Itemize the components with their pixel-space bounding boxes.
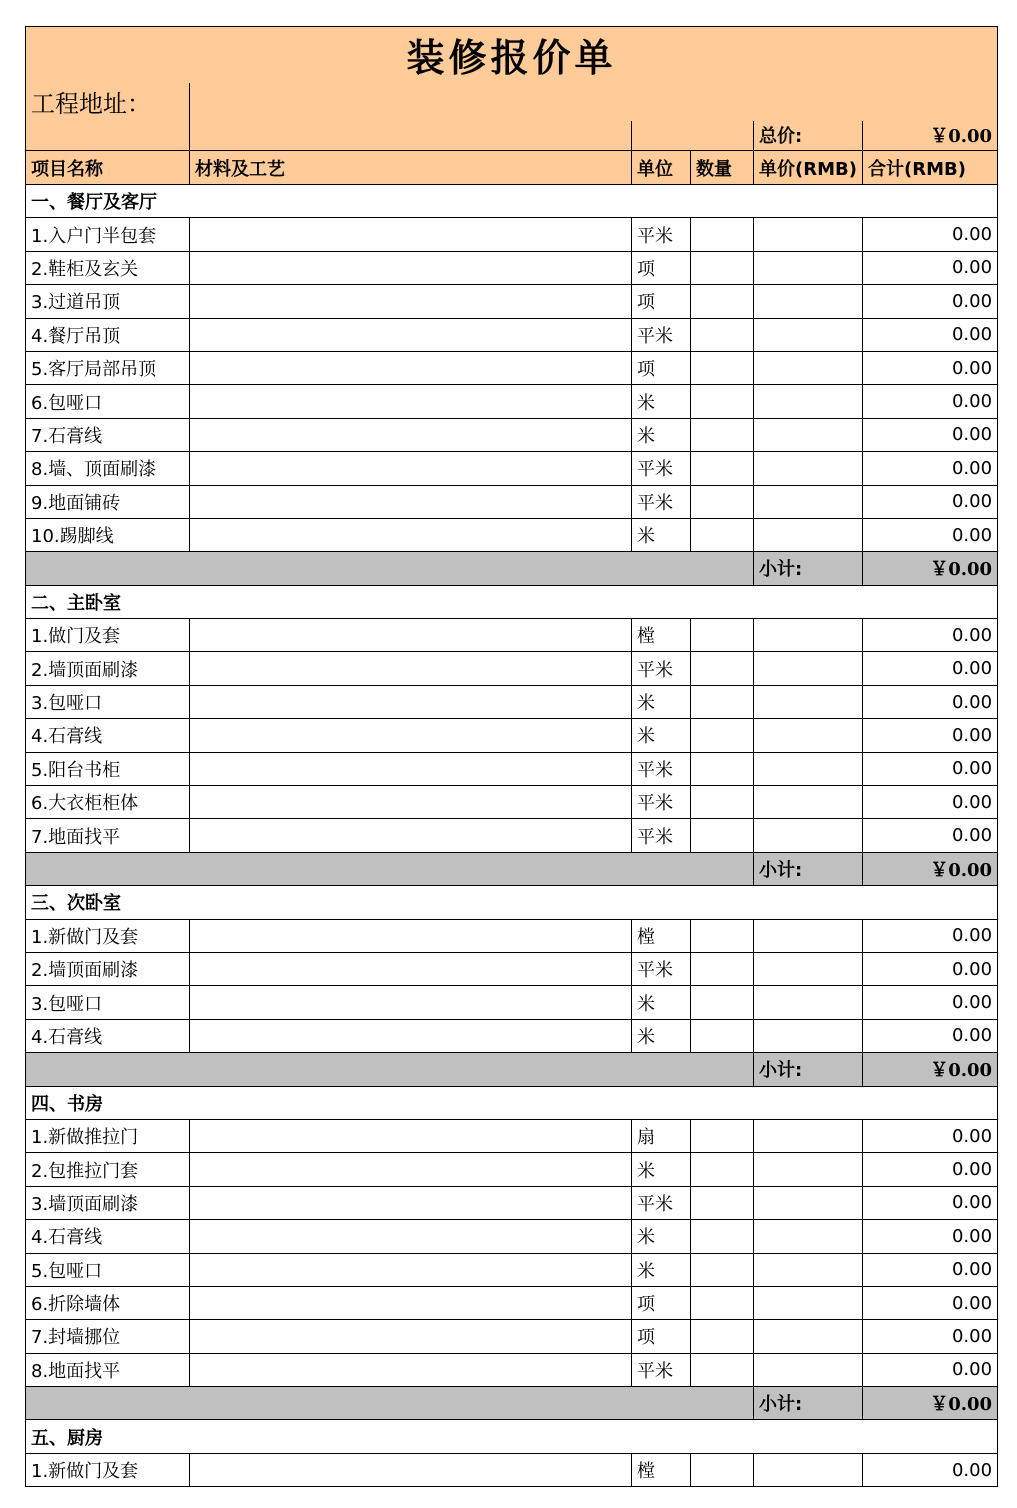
item-name-cell[interactable]: 3.过道吊顶 [26, 285, 190, 318]
quantity-cell[interactable] [691, 485, 754, 518]
item-row [26, 251, 998, 284]
quote-sheet [25, 26, 998, 1487]
unit-price-cell[interactable] [754, 1019, 863, 1052]
unit-cell[interactable]: 平米 [632, 786, 691, 819]
quantity-cell[interactable] [691, 1019, 754, 1052]
unit-price-cell[interactable] [754, 685, 863, 718]
section-row [26, 185, 998, 218]
unit-cell[interactable]: 平米 [632, 1186, 691, 1219]
item-name-cell[interactable]: 7.封墙挪位 [26, 1320, 190, 1353]
header-quantity[interactable]: 数量 [691, 151, 754, 185]
quantity-cell[interactable] [691, 518, 754, 551]
line-total-cell[interactable]: 0.00 [863, 285, 998, 318]
unit-price-cell[interactable] [754, 1320, 863, 1353]
line-total-cell[interactable]: 0.00 [863, 986, 998, 1019]
item-row [26, 1119, 998, 1152]
unit-cell[interactable]: 项 [632, 285, 691, 318]
unit-price-cell[interactable] [754, 1453, 863, 1486]
unit-price-cell[interactable] [754, 652, 863, 685]
quantity-cell[interactable] [691, 719, 754, 752]
subtotal-row [26, 852, 998, 885]
unit-cell[interactable]: 平米 [632, 1353, 691, 1386]
unit-price-cell[interactable] [754, 919, 863, 952]
unit-price-cell[interactable] [754, 285, 863, 318]
item-name-cell[interactable]: 8.地面找平 [26, 1353, 190, 1386]
line-total-cell[interactable]: 0.00 [863, 218, 998, 251]
material-cell[interactable] [190, 919, 632, 952]
section-title[interactable]: 四、书房 [26, 1086, 998, 1119]
item-name-cell[interactable]: 10.踢脚线 [26, 518, 190, 551]
unit-price-cell[interactable] [754, 1253, 863, 1286]
unit-cell[interactable]: 项 [632, 351, 691, 384]
item-name-cell[interactable]: 5.客厅局部吊顶 [26, 351, 190, 384]
material-cell[interactable] [190, 619, 632, 652]
quantity-cell[interactable] [691, 1186, 754, 1219]
quantity-cell[interactable] [691, 1286, 754, 1319]
material-cell[interactable] [190, 351, 632, 384]
item-name-cell[interactable]: 3.墙顶面刷漆 [26, 1186, 190, 1219]
line-total-cell[interactable]: 0.00 [863, 1186, 998, 1219]
quantity-cell[interactable] [691, 786, 754, 819]
line-total-cell[interactable]: 0.00 [863, 752, 998, 785]
material-cell[interactable] [190, 1453, 632, 1486]
line-total-cell[interactable]: 0.00 [863, 1153, 998, 1186]
item-row [26, 652, 998, 685]
line-total-cell[interactable]: 0.00 [863, 1119, 998, 1152]
material-cell[interactable] [190, 1320, 632, 1353]
unit-price-cell[interactable] [754, 318, 863, 351]
material-cell[interactable] [190, 685, 632, 718]
line-total-cell[interactable]: 0.00 [863, 786, 998, 819]
subtotal-blank-cell[interactable] [26, 852, 754, 885]
item-name-cell[interactable]: 7.石膏线 [26, 418, 190, 451]
material-cell[interactable] [190, 1119, 632, 1152]
item-row [26, 919, 998, 952]
item-row [26, 218, 998, 251]
quantity-cell[interactable] [691, 819, 754, 852]
line-total-cell[interactable]: 0.00 [863, 1286, 998, 1319]
material-cell[interactable] [190, 652, 632, 685]
item-name-cell[interactable]: 6.包哑口 [26, 385, 190, 418]
unit-price-cell[interactable] [754, 786, 863, 819]
unit-price-cell[interactable] [754, 819, 863, 852]
unit-price-cell[interactable] [754, 518, 863, 551]
item-row [26, 752, 998, 785]
subtotal-row [26, 1053, 998, 1086]
quantity-cell[interactable] [691, 351, 754, 384]
item-name-cell[interactable]: 2.包推拉门套 [26, 1153, 190, 1186]
unit-price-cell[interactable] [754, 1220, 863, 1253]
quantity-cell[interactable] [691, 1119, 754, 1152]
line-total-cell[interactable]: 0.00 [863, 719, 998, 752]
unit-price-cell[interactable] [754, 952, 863, 985]
item-row [26, 518, 998, 551]
unit-cell[interactable]: 平米 [632, 819, 691, 852]
line-total-cell[interactable]: 0.00 [863, 351, 998, 384]
material-cell[interactable] [190, 986, 632, 1019]
item-name-cell[interactable]: 8.墙、顶面刷漆 [26, 452, 190, 485]
item-row [26, 619, 998, 652]
item-name-cell[interactable]: 1.入户门半包套 [26, 218, 190, 251]
subtotal-value[interactable]: ￥0.00 [863, 1053, 998, 1086]
line-total-cell[interactable]: 0.00 [863, 1453, 998, 1486]
unit-price-cell[interactable] [754, 719, 863, 752]
total-value-cell[interactable] [863, 121, 998, 151]
section-row [26, 585, 998, 618]
unit-cell[interactable]: 平米 [632, 218, 691, 251]
quantity-cell[interactable] [691, 1153, 754, 1186]
quantity-cell[interactable] [691, 1353, 754, 1386]
quantity-cell[interactable] [691, 1253, 754, 1286]
unit-price-cell[interactable] [754, 452, 863, 485]
item-row [26, 1220, 998, 1253]
item-row [26, 786, 998, 819]
item-row [26, 719, 998, 752]
unit-cell[interactable]: 扇 [632, 1119, 691, 1152]
total-value: ￥0.00 [930, 126, 993, 148]
material-cell[interactable] [190, 218, 632, 251]
line-total-cell[interactable]: 0.00 [863, 452, 998, 485]
unit-cell[interactable]: 平米 [632, 318, 691, 351]
line-total-cell[interactable]: 0.00 [863, 952, 998, 985]
item-row [26, 385, 998, 418]
material-cell[interactable] [190, 752, 632, 785]
material-cell[interactable] [190, 251, 632, 284]
unit-cell[interactable]: 项 [632, 251, 691, 284]
item-name-cell[interactable]: 5.阳台书柜 [26, 752, 190, 785]
quantity-cell[interactable] [691, 251, 754, 284]
item-row [26, 1286, 998, 1319]
quantity-cell[interactable] [691, 385, 754, 418]
material-cell[interactable] [190, 819, 632, 852]
subtotal-label[interactable]: 小计: [754, 852, 863, 885]
address-label-cell[interactable] [26, 83, 190, 121]
quantity-cell[interactable] [691, 1220, 754, 1253]
material-cell[interactable] [190, 1153, 632, 1186]
quantity-cell[interactable] [691, 752, 754, 785]
line-total-cell[interactable]: 0.00 [863, 685, 998, 718]
line-total-cell[interactable]: 0.00 [863, 1220, 998, 1253]
title-cell[interactable] [26, 27, 998, 83]
material-cell[interactable] [190, 285, 632, 318]
unit-cell[interactable]: 樘 [632, 1453, 691, 1486]
unit-price-cell[interactable] [754, 986, 863, 1019]
line-total-cell[interactable]: 0.00 [863, 518, 998, 551]
line-total-cell[interactable]: 0.00 [863, 251, 998, 284]
item-row [26, 418, 998, 451]
unit-price-cell[interactable] [754, 218, 863, 251]
item-name-cell[interactable]: 2.墙顶面刷漆 [26, 652, 190, 685]
subtotal-row [26, 1387, 998, 1420]
item-name-cell[interactable]: 2.鞋柜及玄关 [26, 251, 190, 284]
material-cell[interactable] [190, 952, 632, 985]
line-total-cell[interactable]: 0.00 [863, 1019, 998, 1052]
section-row [26, 1420, 998, 1453]
unit-cell[interactable]: 米 [632, 719, 691, 752]
material-cell[interactable] [190, 1286, 632, 1319]
quantity-cell[interactable] [691, 652, 754, 685]
quantity-cell[interactable] [691, 452, 754, 485]
unit-cell[interactable]: 米 [632, 1220, 691, 1253]
item-name-cell[interactable]: 6.折除墙体 [26, 1286, 190, 1319]
line-total-cell[interactable]: 0.00 [863, 652, 998, 685]
item-name-cell[interactable]: 3.包哑口 [26, 986, 190, 1019]
item-row [26, 485, 998, 518]
material-cell[interactable] [190, 385, 632, 418]
item-row [26, 1019, 998, 1052]
line-total-cell[interactable]: 0.00 [863, 619, 998, 652]
unit-cell[interactable]: 米 [632, 385, 691, 418]
item-name-cell[interactable]: 4.餐厅吊顶 [26, 318, 190, 351]
unit-cell[interactable]: 米 [632, 1153, 691, 1186]
unit-price-cell[interactable] [754, 1353, 863, 1386]
header-material[interactable]: 材料及工艺 [190, 151, 632, 185]
unit-price-cell[interactable] [754, 1119, 863, 1152]
unit-cell[interactable]: 项 [632, 1286, 691, 1319]
unit-cell[interactable]: 米 [632, 685, 691, 718]
line-total-cell[interactable]: 0.00 [863, 1320, 998, 1353]
unit-cell[interactable]: 樘 [632, 919, 691, 952]
material-cell[interactable] [190, 418, 632, 451]
item-name-cell[interactable]: 3.包哑口 [26, 685, 190, 718]
quantity-cell[interactable] [691, 318, 754, 351]
unit-price-cell[interactable] [754, 619, 863, 652]
line-total-cell[interactable]: 0.00 [863, 1253, 998, 1286]
header-unit-price[interactable]: 单价(RMB) [754, 151, 863, 185]
header-unit[interactable]: 单位 [632, 151, 691, 185]
material-cell[interactable] [190, 1019, 632, 1052]
unit-price-cell[interactable] [754, 1186, 863, 1219]
item-name-cell[interactable]: 1.新做门及套 [26, 1453, 190, 1486]
item-row [26, 1186, 998, 1219]
unit-price-cell[interactable] [754, 251, 863, 284]
unit-cell[interactable]: 米 [632, 1019, 691, 1052]
unit-cell[interactable]: 平米 [632, 752, 691, 785]
item-row [26, 285, 998, 318]
unit-cell[interactable]: 米 [632, 418, 691, 451]
quantity-cell[interactable] [691, 919, 754, 952]
unit-price-cell[interactable] [754, 385, 863, 418]
subtotal-value[interactable]: ￥0.00 [863, 1387, 998, 1420]
material-cell[interactable] [190, 452, 632, 485]
quantity-cell[interactable] [691, 218, 754, 251]
material-cell[interactable] [190, 1220, 632, 1253]
quantity-cell[interactable] [691, 1320, 754, 1353]
item-name-cell[interactable]: 4.石膏线 [26, 719, 190, 752]
item-row [26, 986, 998, 1019]
quantity-cell[interactable] [691, 619, 754, 652]
unit-cell[interactable]: 平米 [632, 485, 691, 518]
unit-cell[interactable]: 米 [632, 1253, 691, 1286]
section-title[interactable]: 一、餐厅及客厅 [26, 185, 998, 218]
item-row [26, 952, 998, 985]
line-total-cell[interactable]: 0.00 [863, 385, 998, 418]
section-row [26, 886, 998, 919]
unit-cell[interactable]: 平米 [632, 452, 691, 485]
item-row [26, 1320, 998, 1353]
item-name-cell[interactable]: 4.石膏线 [26, 1220, 190, 1253]
unit-price-cell[interactable] [754, 1153, 863, 1186]
quantity-cell[interactable] [691, 952, 754, 985]
item-row [26, 1253, 998, 1286]
line-total-cell[interactable]: 0.00 [863, 418, 998, 451]
item-row [26, 452, 998, 485]
unit-cell[interactable]: 平米 [632, 652, 691, 685]
subtotal-label[interactable]: 小计: [754, 1053, 863, 1086]
address-value-cell[interactable] [190, 83, 998, 121]
material-cell[interactable] [190, 786, 632, 819]
subtotal-blank-cell[interactable] [26, 1387, 754, 1420]
subtotal-row [26, 552, 998, 585]
item-name-cell[interactable]: 1.新做推拉门 [26, 1119, 190, 1152]
item-name-cell[interactable]: 2.墙顶面刷漆 [26, 952, 190, 985]
line-total-cell[interactable]: 0.00 [863, 485, 998, 518]
line-total-cell[interactable]: 0.00 [863, 919, 998, 952]
address-label: 工程地址： [31, 90, 151, 118]
subtotal-label[interactable]: 小计: [754, 1387, 863, 1420]
unit-cell[interactable]: 樘 [632, 619, 691, 652]
quantity-cell[interactable] [691, 418, 754, 451]
item-name-cell[interactable]: 1.新做门及套 [26, 919, 190, 952]
unit-cell[interactable]: 平米 [632, 952, 691, 985]
item-row [26, 351, 998, 384]
line-total-cell[interactable]: 0.00 [863, 318, 998, 351]
item-name-cell[interactable]: 5.包哑口 [26, 1253, 190, 1286]
section-title[interactable]: 二、主卧室 [26, 585, 998, 618]
material-cell[interactable] [190, 1186, 632, 1219]
item-row [26, 1153, 998, 1186]
item-row [26, 819, 998, 852]
material-cell[interactable] [190, 485, 632, 518]
quantity-cell[interactable] [691, 285, 754, 318]
quantity-cell[interactable] [691, 1453, 754, 1486]
total-label: 总价: [759, 126, 803, 148]
unit-price-cell[interactable] [754, 485, 863, 518]
blank-cell[interactable] [190, 121, 632, 151]
material-cell[interactable] [190, 1353, 632, 1386]
material-cell[interactable] [190, 518, 632, 551]
unit-cell[interactable]: 米 [632, 986, 691, 1019]
unit-price-cell[interactable] [754, 752, 863, 785]
subtotal-blank-cell[interactable] [26, 1053, 754, 1086]
material-cell[interactable] [190, 318, 632, 351]
quantity-cell[interactable] [691, 986, 754, 1019]
blank-cell[interactable] [26, 121, 190, 151]
item-row [26, 685, 998, 718]
total-label-cell[interactable] [754, 121, 863, 151]
unit-price-cell[interactable] [754, 418, 863, 451]
line-total-cell[interactable]: 0.00 [863, 819, 998, 852]
item-name-cell[interactable]: 9.地面铺砖 [26, 485, 190, 518]
section-title[interactable]: 五、厨房 [26, 1420, 998, 1453]
subtotal-value[interactable]: ￥0.00 [863, 552, 998, 585]
unit-cell[interactable]: 米 [632, 518, 691, 551]
unit-price-cell[interactable] [754, 351, 863, 384]
unit-price-cell[interactable] [754, 1286, 863, 1319]
section-row [26, 1086, 998, 1119]
section-title[interactable]: 三、次卧室 [26, 886, 998, 919]
item-name-cell[interactable]: 4.石膏线 [26, 1019, 190, 1052]
item-row [26, 1453, 998, 1486]
subtotal-label[interactable]: 小计: [754, 552, 863, 585]
quantity-cell[interactable] [691, 685, 754, 718]
header-line-total[interactable]: 合计(RMB) [863, 151, 998, 185]
subtotal-value[interactable]: ￥0.00 [863, 852, 998, 885]
item-name-cell[interactable]: 7.地面找平 [26, 819, 190, 852]
line-total-cell[interactable]: 0.00 [863, 1353, 998, 1386]
document-title: 装修报价单 [406, 35, 617, 81]
blank-cell[interactable] [632, 121, 754, 151]
header-item-name[interactable]: 项目名称 [26, 151, 190, 185]
item-name-cell[interactable]: 6.大衣柜柜体 [26, 786, 190, 819]
material-cell[interactable] [190, 719, 632, 752]
item-row [26, 318, 998, 351]
item-name-cell[interactable]: 1.做门及套 [26, 619, 190, 652]
unit-cell[interactable]: 项 [632, 1320, 691, 1353]
material-cell[interactable] [190, 1253, 632, 1286]
subtotal-blank-cell[interactable] [26, 552, 754, 585]
item-row [26, 1353, 998, 1386]
